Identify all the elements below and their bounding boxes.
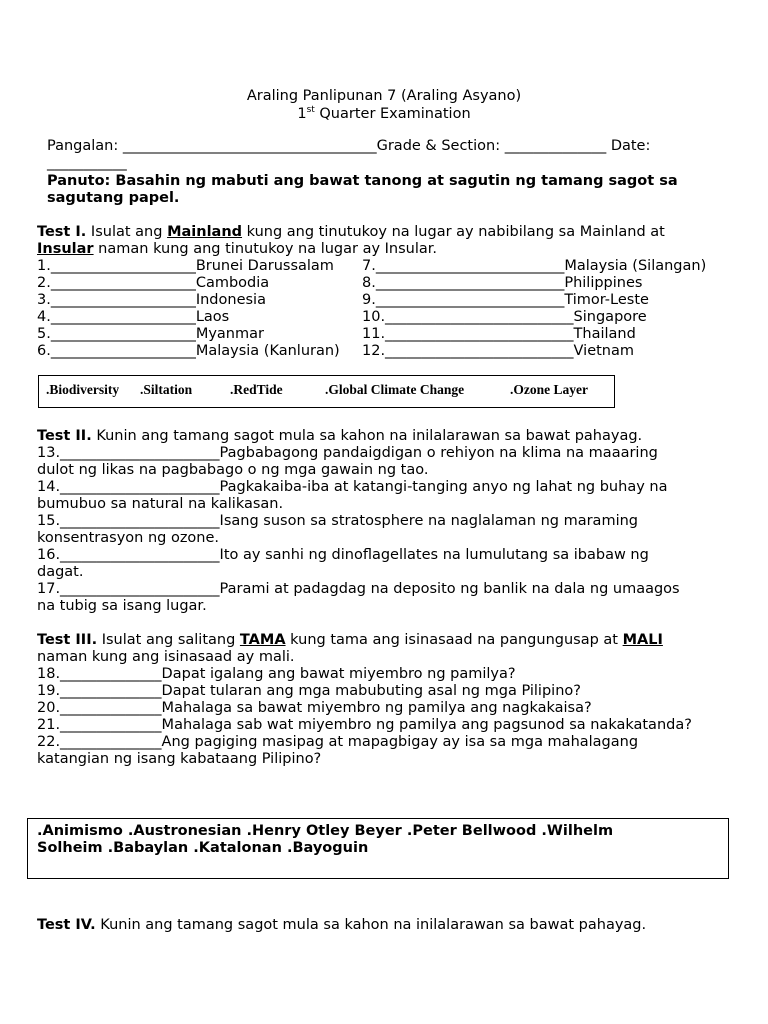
test3-line: 19.______________Dapat tularan ang mga mabubuting asal ng mga Pilipino? — [37, 683, 581, 699]
test1-instr-text-3: naman kung ang tinutukoy na lugar ay Insular. — [93, 241, 438, 257]
test3-line: 22.______________Ang pagiging masipag at mapagbigay ay isa sa mga mahalagang — [37, 734, 639, 750]
test2-instr-text: Kunin ang tamang sagot mula sa kahon na inilalarawan sa bawat pahayag. — [91, 428, 643, 444]
test4-instruction — [37, 917, 646, 933]
exam-quarter — [0, 105, 768, 122]
test3-line: 21.______________Mahalaga sab wat miyembro ng pamilya ang pagsunod sa nakakatanda? — [37, 717, 692, 733]
quarter-number: 1 — [297, 105, 307, 122]
test1-instruction-line-2 — [37, 241, 437, 257]
choice-item: .Siltation — [140, 382, 193, 397]
test4-instr-text: Kunin ang tamang sagot mula sa kahon na inilalarawan sa bawat pahayag. — [95, 917, 647, 933]
test1-item: 3.____________________Indonesia — [37, 292, 266, 308]
test2-line: dulot ng likas na pagbabago o ng mga gawain ng tao. — [37, 462, 429, 478]
choices-line-2: Solheim .Babaylan .Katalonan .Bayoguin — [37, 840, 369, 856]
choice-item: .Ozone Layer — [510, 382, 588, 397]
test1-instr-text-2: kung ang tinutukoy na lugar ay nabibilang sa Mainland at — [242, 224, 665, 240]
test1-instr-text: Isulat ang — [86, 224, 168, 240]
test2-line: 14.______________________Pagkakaiba-iba at katangi-tanging anyo ng lahat ng buhay na — [37, 479, 668, 495]
test1-item: 7.__________________________Malaysia (Silangan) — [362, 258, 707, 274]
test1-item: 2.____________________Cambodia — [37, 275, 270, 291]
choices-box-test2 — [38, 375, 615, 408]
test3-instruction-line-1 — [37, 632, 663, 648]
directions-line-1: Panuto: Basahin ng mabuti ang bawat tanong at sagutin ng tamang sagot sa — [47, 173, 678, 189]
test1-item: 11.__________________________Thailand — [362, 326, 636, 342]
test3-line: katangian ng isang kabataang Pilipino? — [37, 751, 322, 767]
test1-item: 9.__________________________Timor-Leste — [362, 292, 649, 308]
test1-instruction-line-1 — [37, 224, 665, 240]
test2-line: bumubuo sa natural na kalikasan. — [37, 496, 284, 512]
test2-line: 13.______________________Pagbabagong pandaigdigan o rehiyon na klima na maaaring — [37, 445, 658, 461]
keyword-tama: TAMA — [239, 632, 286, 648]
keyword-mali: MALI — [622, 632, 663, 648]
test3-instr-text: Isulat ang salitang — [97, 632, 240, 648]
test1-item: 4.____________________Laos — [37, 309, 230, 325]
test2-instruction — [37, 428, 642, 444]
choice-item: .Global Climate Change — [325, 382, 465, 397]
test1-label: Test I. — [37, 224, 87, 240]
date-blank: ___________ — [47, 155, 127, 171]
test1-item: 8.__________________________Philippines — [362, 275, 643, 291]
test2-line: 16.______________________Ito ay sanhi ng dinoflagellates na lumulutang sa ibabaw ng — [37, 547, 649, 563]
choices-box-test4 — [27, 818, 729, 879]
test2-line: na tubig sa isang lugar. — [37, 598, 207, 614]
test2-line: 17.______________________Parami at padagdag na deposito ng banlik na dala ng umaagos — [37, 581, 680, 597]
test1-item: 1.____________________Brunei Darussalam — [37, 258, 334, 274]
test1-item: 10.__________________________Singapore — [362, 309, 647, 325]
student-info-line: Pangalan: ___________________________________Grade & Section: ______________ Date: — [47, 138, 651, 154]
keyword-mainland: Mainland — [167, 224, 243, 240]
test3-label: Test III. — [37, 632, 98, 648]
test4-label: Test IV. — [37, 917, 96, 933]
choice-item: .Biodiversity — [46, 382, 120, 397]
keyword-insular: Insular — [37, 241, 94, 257]
test2-label: Test II. — [37, 428, 92, 444]
test1-item: 12.__________________________Vietnam — [362, 343, 634, 359]
test2-line: konsentrasyon ng ozone. — [37, 530, 220, 546]
test2-line: 15.______________________Isang suson sa stratosphere na naglalaman ng maraming — [37, 513, 638, 529]
test3-instr-text-2: kung tama ang isinasaad na pangungusap at — [285, 632, 623, 648]
choice-item: .RedTide — [230, 382, 283, 397]
test2-line: dagat. — [37, 564, 84, 580]
test3-line: 20.______________Mahalaga sa bawat miyembro ng pamilya ang nagkakaisa? — [37, 700, 592, 716]
choices-line-1: .Animismo .Austronesian .Henry Otley Beyer .Peter Bellwood .Wilhelm — [37, 823, 614, 839]
directions-line-2: sagutang papel. — [47, 190, 180, 206]
test1-item: 6.____________________Malaysia (Kanluran) — [37, 343, 340, 359]
exam-subject: Araling Panlipunan 7 (Araling Asyano) — [246, 88, 522, 104]
quarter-ordinal-suffix: st — [306, 105, 315, 115]
quarter-label: Quarter Examination — [314, 105, 471, 122]
test3-line: 18.______________Dapat igalang ang bawat miyembro ng pamilya? — [37, 666, 516, 682]
test3-instruction-line-2: naman kung ang isinasaad ay mali. — [37, 649, 295, 665]
test1-item: 5.____________________Myanmar — [37, 326, 264, 342]
